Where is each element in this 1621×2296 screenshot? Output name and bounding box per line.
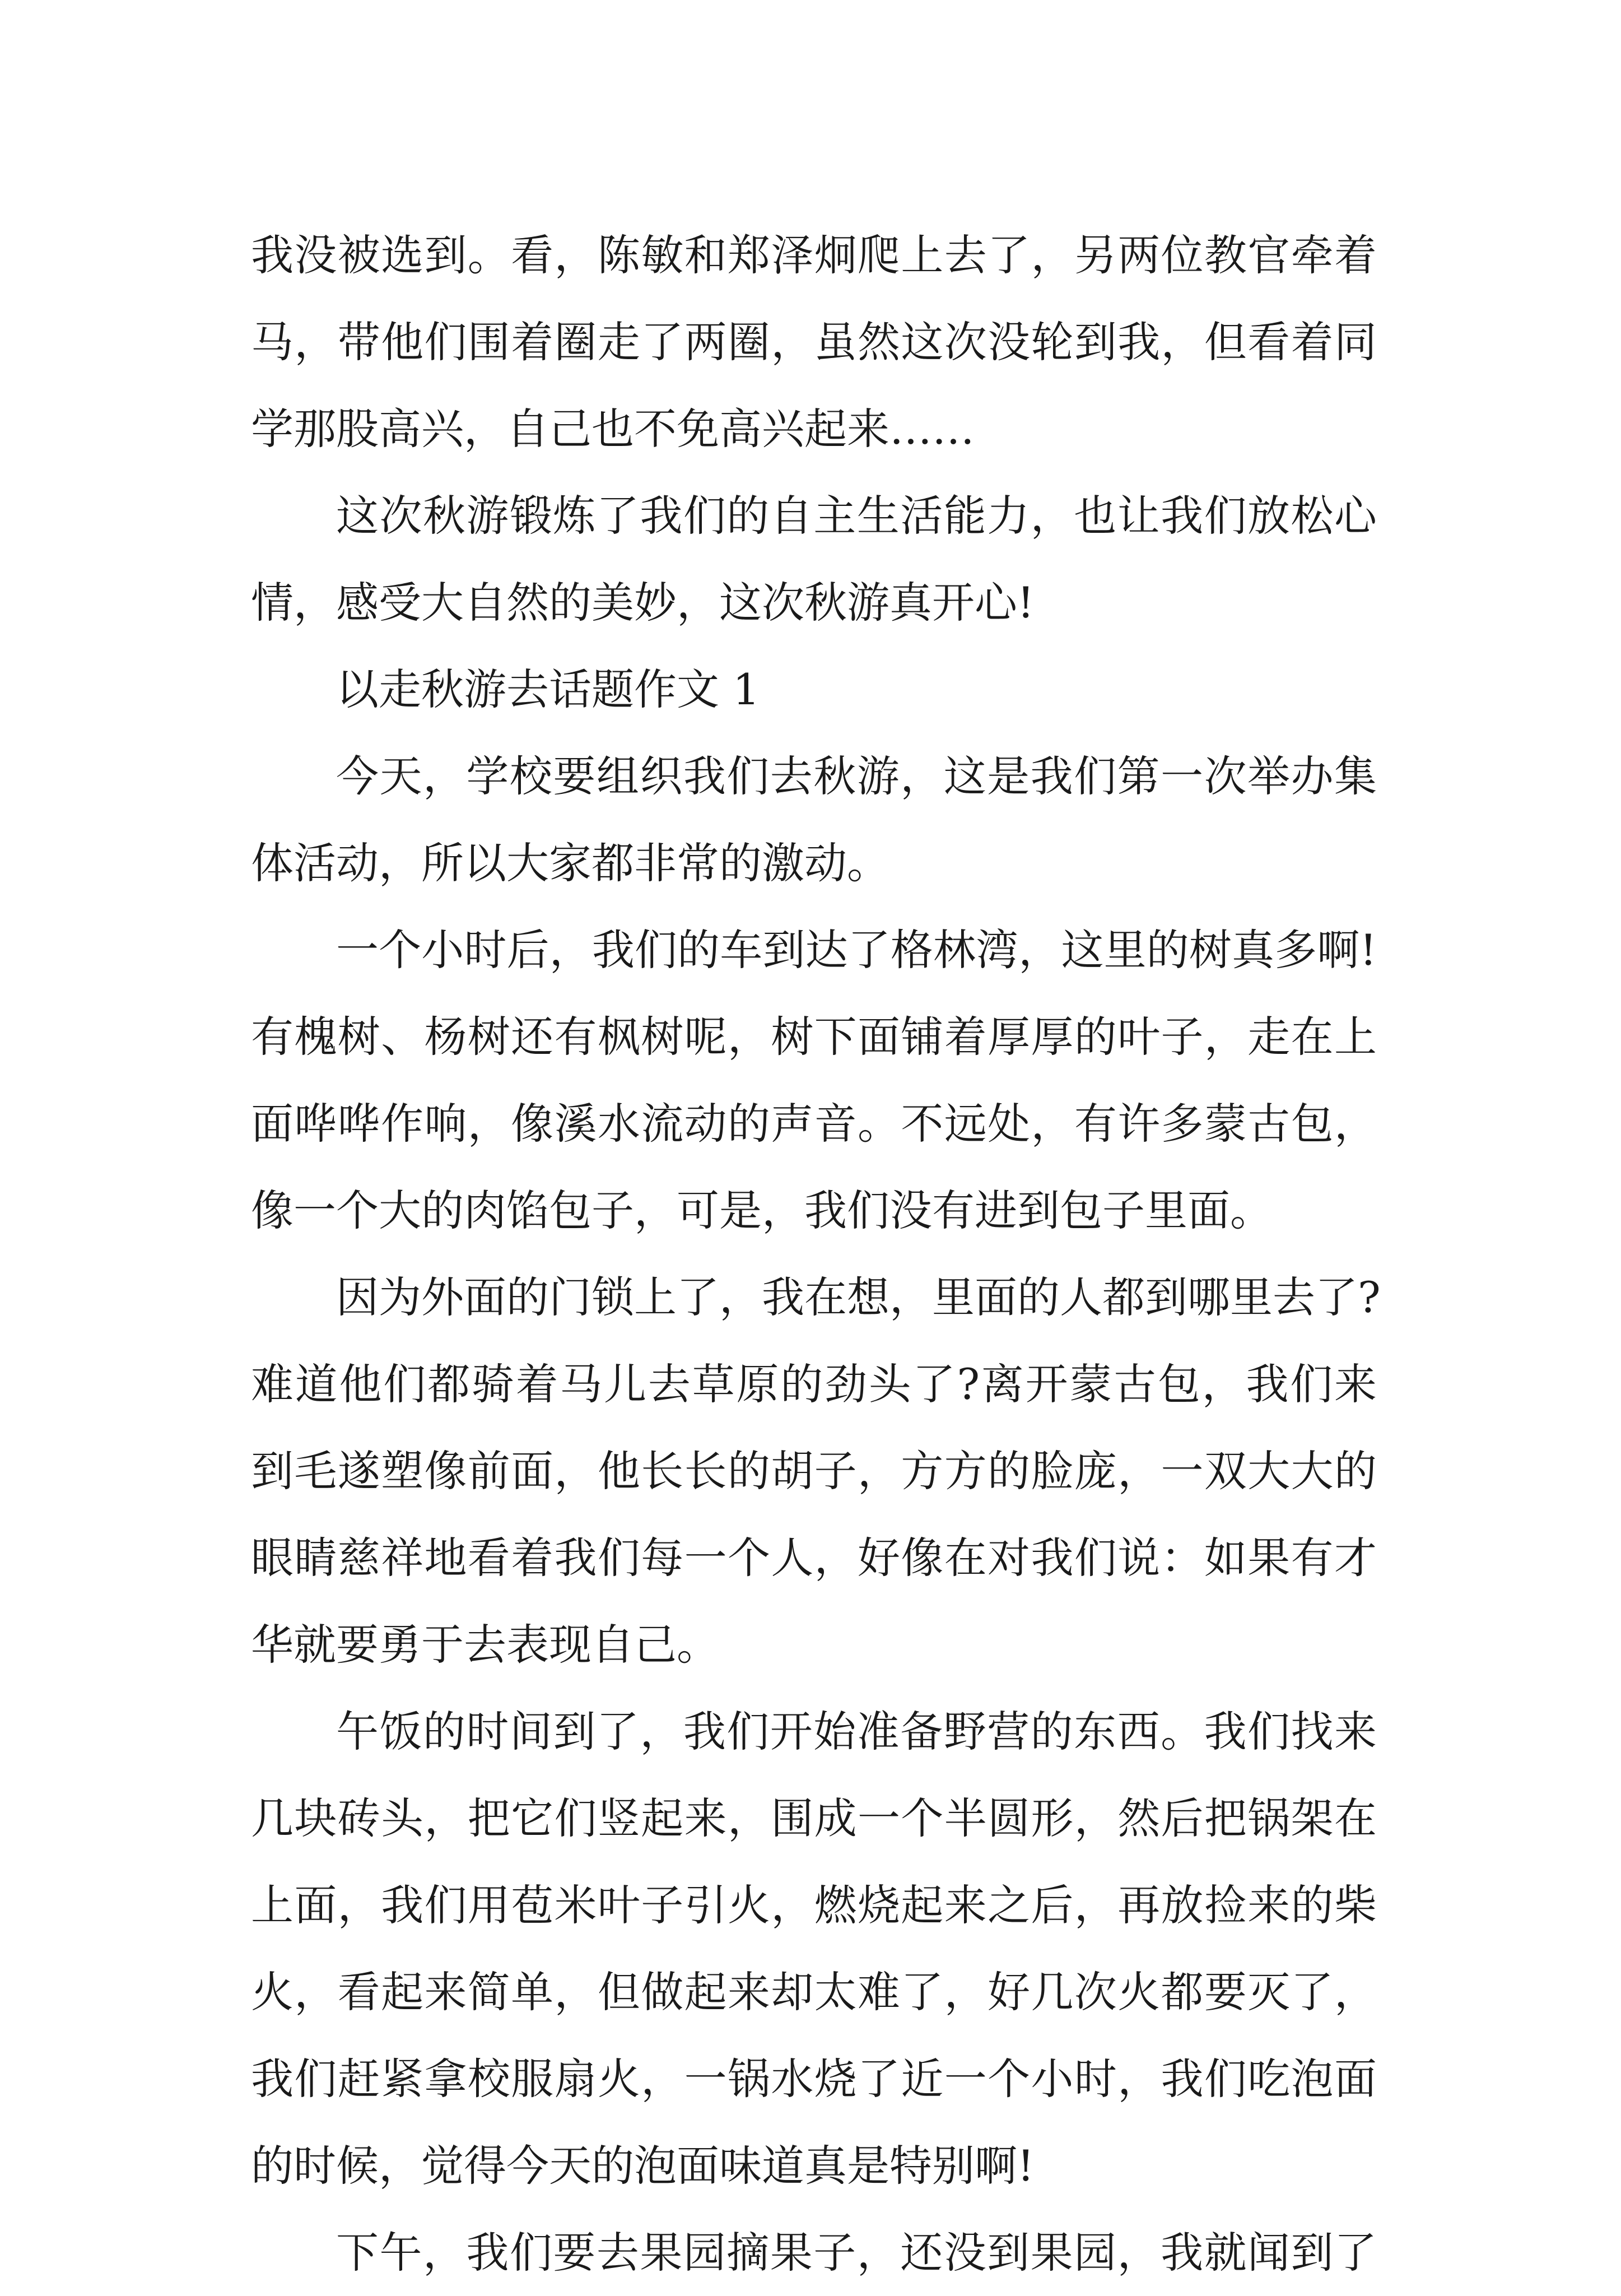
text-line: 像一个大的肉馅包子，可是，我们没有进到包子里面。 bbox=[251, 1186, 1273, 1235]
section-heading: 以走秋游去话题作文 1 bbox=[336, 664, 760, 714]
text-line: 火，看起来简单，但做起来却太难了，好几次火都要灭了， bbox=[251, 1967, 1377, 2017]
text-line: 一个小时后，我们的车到达了格林湾，这里的树真多啊! bbox=[336, 925, 1377, 975]
text-line: 今天，学校要组织我们去秋游，这是我们第一次举办集 bbox=[336, 751, 1377, 801]
text-line: 我们赶紧拿校服扇火，一锅水烧了近一个小时，我们吃泡面 bbox=[251, 2054, 1377, 2104]
text-line: 因为外面的门锁上了，我在想，里面的人都到哪里去了? bbox=[336, 1272, 1381, 1322]
text-line: 马，带他们围着圈走了两圈，虽然这次没轮到我，但看着同 bbox=[251, 317, 1377, 367]
text-line: 情，感受大自然的美妙，这次秋游真开心! bbox=[251, 578, 1035, 628]
text-line: 难道他们都骑着马儿去草原的劲头了?离开蒙古包，我们来 bbox=[251, 1359, 1377, 1409]
text-line: 学那股高兴，自己也不免高兴起来…… bbox=[251, 404, 975, 454]
text-line: 上面，我们用苞米叶子引火，燃烧起来之后，再放捡来的柴 bbox=[251, 1880, 1377, 1930]
text-line: 华就要勇于去表现自己。 bbox=[251, 1620, 719, 1670]
text-line: 下午，我们要去果园摘果子，还没到果园，我就闻到了 bbox=[336, 2228, 1377, 2278]
text-line: 体活动，所以大家都非常的激动。 bbox=[251, 838, 889, 888]
text-line: 的时候，觉得今天的泡面味道真是特别啊! bbox=[251, 2141, 1035, 2191]
text-line: 到毛遂塑像前面，他长长的胡子，方方的脸庞，一双大大的 bbox=[251, 1446, 1377, 1496]
text-line: 几块砖头，把它们竖起来，围成一个半圆形，然后把锅架在 bbox=[251, 1793, 1377, 1843]
text-line: 眼睛慈祥地看着我们每一个人，好像在对我们说：如果有才 bbox=[251, 1533, 1377, 1583]
text-line: 有槐树、杨树还有枫树呢，树下面铺着厚厚的叶子，走在上 bbox=[251, 1012, 1377, 1062]
text-line: 这次秋游锻炼了我们的自主生活能力，也让我们放松心 bbox=[336, 491, 1377, 541]
text-line: 午饭的时间到了，我们开始准备野营的东西。我们找来 bbox=[336, 1707, 1377, 1756]
text-line: 面哗哗作响，像溪水流动的声音。不远处，有许多蒙古包， bbox=[251, 1099, 1377, 1149]
text-line: 我没被选到。看，陈敏和郑泽炯爬上去了，另两位教官牵着 bbox=[251, 230, 1377, 280]
article-body bbox=[251, 212, 1381, 2296]
